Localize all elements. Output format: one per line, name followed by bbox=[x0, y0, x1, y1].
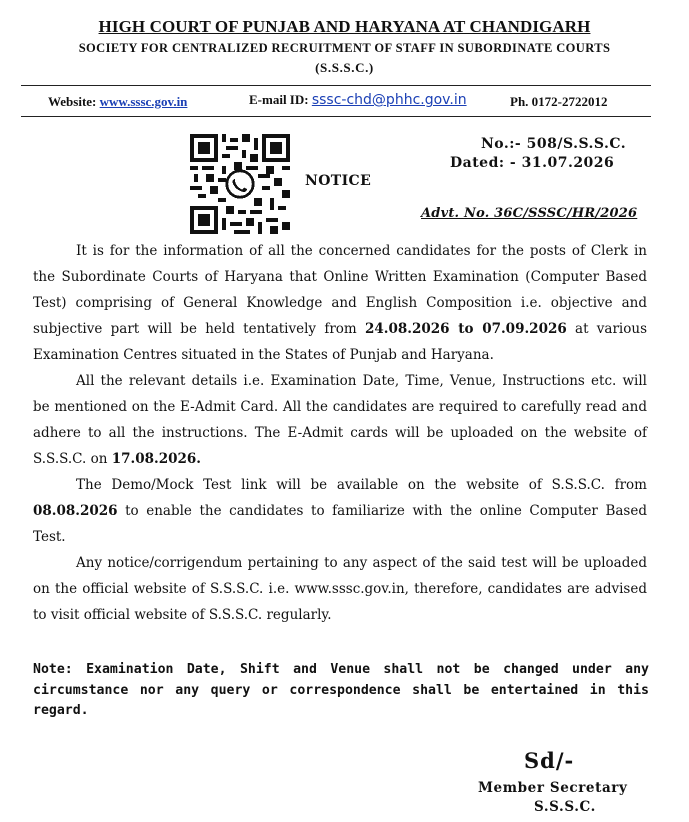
paragraph-corrigendum: Any notice/corrigendum pertaining to any aspect of the said test will be uploaded on the official website of S.S.S.C. i.e. www.sssc.gov.in, therefore, candidates are advised to visit official website of S.S.S.C. regularly. bbox=[33, 555, 647, 623]
notice-date: Dated: - 31.07.2026 bbox=[450, 155, 615, 171]
paragraph-exam-schedule: It is for the information of all the concerned candidates for the posts of Clerk in the Subordinate Courts of Haryana that Online Written Examination (Computer Based Test) comprising of General Knowledge and English Composition i.e. objective and subjective part will be held tentatively from 24.08.2026 to 07.09.2026 at various Examination Centres situated in the States of Punjab and Haryana. bbox=[33, 243, 647, 363]
website-link[interactable]: www.sssc.gov.in bbox=[99, 94, 188, 109]
header-rule-top bbox=[21, 85, 651, 86]
signatory-organization: S.S.S.C. bbox=[534, 799, 596, 815]
notice-body bbox=[33, 238, 647, 628]
qr-code-icon bbox=[190, 134, 290, 234]
society-title: SOCIETY FOR CENTRALIZED RECRUITMENT OF STAFF IN SUBORDINATE COURTS bbox=[78, 41, 611, 55]
email-contact bbox=[249, 92, 467, 108]
advertisement-number: Advt. No. 36C/SSSC/HR/2026 bbox=[421, 206, 638, 221]
website-label: Website: bbox=[48, 94, 97, 109]
court-title: HIGH COURT OF PUNJAB AND HARYANA AT CHANDIGARH bbox=[98, 17, 591, 36]
reference-number: No.:- 508/S.S.S.C. bbox=[481, 136, 627, 152]
paragraph-admit-card: All the relevant details i.e. Examination Date, Time, Venue, Instructions etc. will be mentioned on the E-Admit Card. All the candidates are required to carefully read and adhere to all the instructions. The E-Admit cards will be uploaded on the website of S.S.S.C. on 17.08.2026. bbox=[33, 373, 647, 467]
phone-number: Ph. 0172-2722012 bbox=[510, 94, 608, 109]
email-link[interactable]: sssc-chd@phhc.gov.in bbox=[311, 92, 467, 108]
paragraph-mock-test: The Demo/Mock Test link will be available on the website of S.S.S.C. from 08.08.2026 to enable the candidates to familiarize with the online Computer Based Test. bbox=[33, 477, 647, 545]
important-note: Note: Examination Date, Shift and Venue shall not be changed under any circumstance nor any query or correspondence shall be entertained in this regard. bbox=[33, 662, 649, 718]
society-abbr: (S.S.S.C.) bbox=[315, 60, 374, 75]
signatory-title: Member Secretary bbox=[478, 780, 628, 796]
header-rule-bottom bbox=[21, 116, 651, 117]
email-label: E-mail ID: bbox=[249, 92, 309, 107]
notice-title: NOTICE bbox=[305, 173, 372, 189]
signature-sd: Sd/- bbox=[524, 748, 575, 773]
phone-contact bbox=[510, 94, 608, 110]
website-contact bbox=[48, 94, 187, 110]
